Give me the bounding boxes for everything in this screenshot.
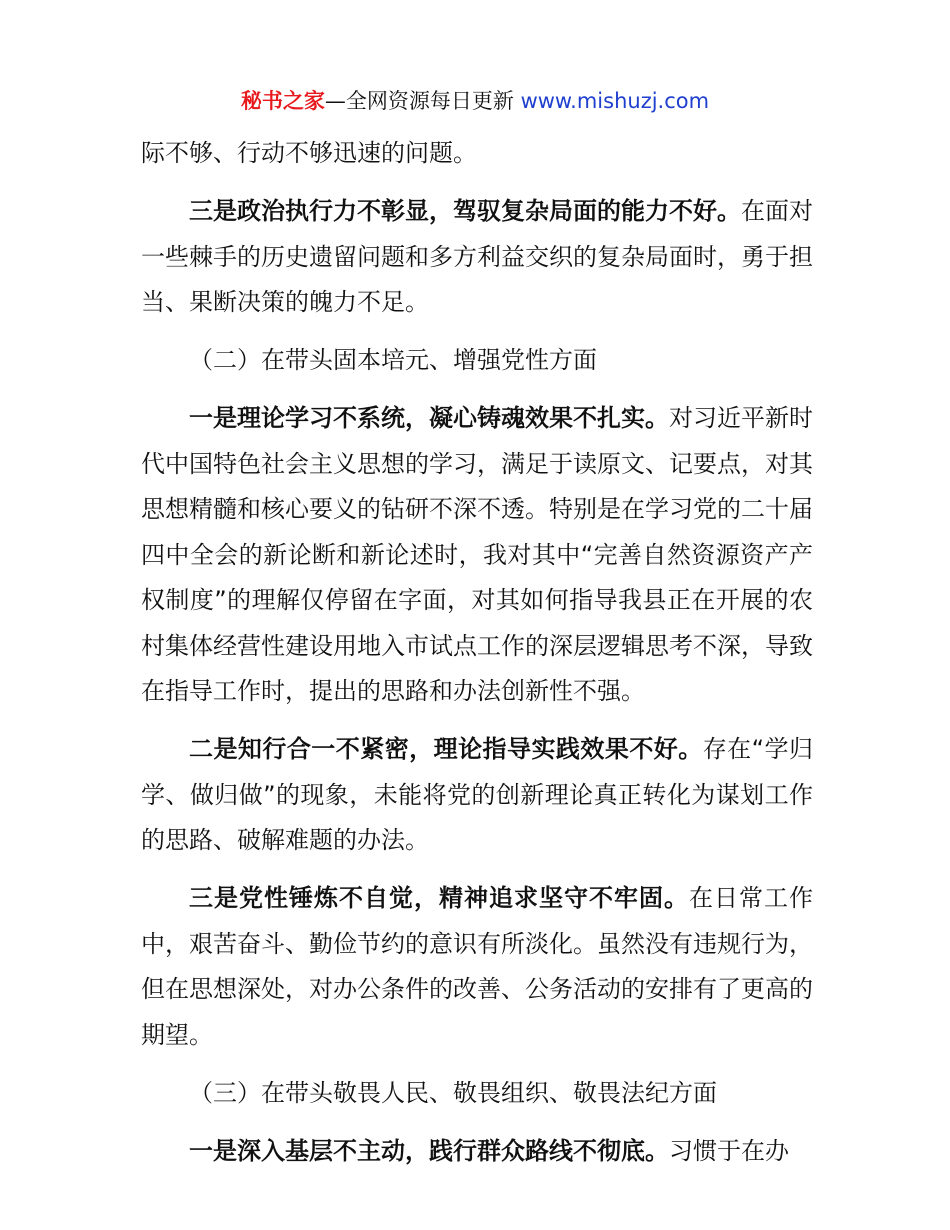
paragraph-continuation: 际不够、行动不够迅速的问题。 [141,139,477,167]
paragraph-text: 对习近平新时代中国特色社会主义思想的学习，满足于读原文、记要点，对其思想精髓和核心要义的钻研不深不透。特别是在学习党的二十届四中全会的新论断和新论述时，我对其中“完善自然资源资产产权制度”的理解仅停留在字面，对其如何指导我县正在开展的农村集体经营性建设用地入市试点工作的深层逻辑思考不深，导致在指导工作时，提出的思路和办法创新性不强。 [141,404,813,705]
site-url-link[interactable]: www.mishuzj.com [520,89,710,113]
paragraph-grassroots [141,1129,813,1175]
paragraph-lead: 三是党性锤炼不自觉，精神追求坚守不牢固。 [189,884,689,912]
paragraph-theory-study [141,396,813,715]
paragraph-political-execution [141,189,813,326]
paragraph-text: 在面对一些棘手的历史遗留问题和多方利益交织的复杂局面时，勇于担当、果断决策的魄力不足。 [141,197,813,316]
paragraph-text: 习惯于在办 [669,1136,789,1165]
paragraph-lead: 三是政治执行力不彰显，驾驭复杂局面的能力不好。 [189,197,741,225]
paragraph-lead: 一是理论学习不系统，凝心铸魂效果不扎实。 [189,404,669,432]
document-body [141,131,813,1187]
site-tagline: —全网资源每日更新 [324,89,521,113]
paragraph-lead: 一是深入基层不主动，践行群众路线不彻底。 [189,1136,669,1165]
site-header [0,86,950,116]
paragraph-text: 在日常工作中，艰苦奋斗、勤俭节约的意识有所淡化。虽然没有违规行为，但在思想深处，对办公条件的改善、公务活动的安排有了更高的期望。 [141,884,813,1049]
section-heading-3: （三）在带头敬畏人民、敬畏组织、敬畏法纪方面 [189,1078,717,1107]
paragraph-party-spirit [141,876,813,1058]
paragraph-text: 存在“学归学、做归做”的现象，未能将党的创新理论真正转化为谋划工作的思路、破解难题的办法。 [141,735,814,854]
site-brand: 秘书之家 [240,89,325,113]
paragraph-lead: 二是知行合一不紧密，理论指导实践效果不好。 [189,735,703,763]
paragraph-knowledge-action [141,727,813,864]
section-heading-2: （二）在带头固本培元、增强党性方面 [189,346,597,374]
